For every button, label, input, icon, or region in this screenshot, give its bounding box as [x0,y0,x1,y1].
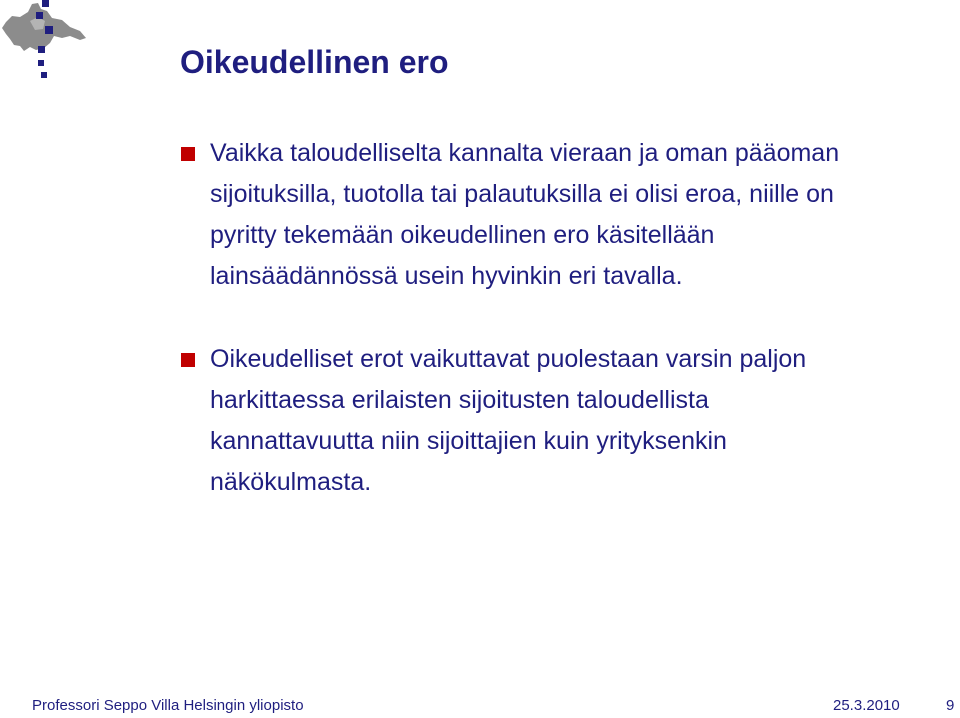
footer-date: 25.3.2010 [833,697,900,714]
bullet-line: Oikeudelliset erot vaikuttavat puolestaan varsin paljon [210,345,807,373]
bullet-item [180,133,940,297]
square-bullet-icon [181,353,195,367]
square-bullet-icon [181,147,195,161]
slide-title: Oikeudellinen ero [180,44,449,80]
bullet-line: Vaikka taloudelliselta kannalta vieraan ja oman pääoman [210,139,840,167]
university-logo-icon [0,0,92,84]
bullet-item [180,339,940,503]
bullet-line: pyritty tekemään oikeudellinen ero käsitellään [210,221,715,249]
bullet-line: kannattavuutta niin sijoittajien kuin yrityksenkin [210,427,727,455]
bullet-line: näkökulmasta. [210,468,372,496]
bullet-line: harkittaessa erilaisten sijoitusten taloudellista [210,386,709,414]
bullet-line: sijoituksilla, tuotolla tai palautuksilla ei olisi eroa, niille on [210,180,834,208]
bullet-list [180,133,940,503]
footer-author: Professori Seppo Villa Helsingin yliopisto [32,697,304,714]
page-number: 9 [946,697,955,714]
bullet-line: lainsäädännössä usein hyvinkin eri tavalla. [210,262,683,290]
